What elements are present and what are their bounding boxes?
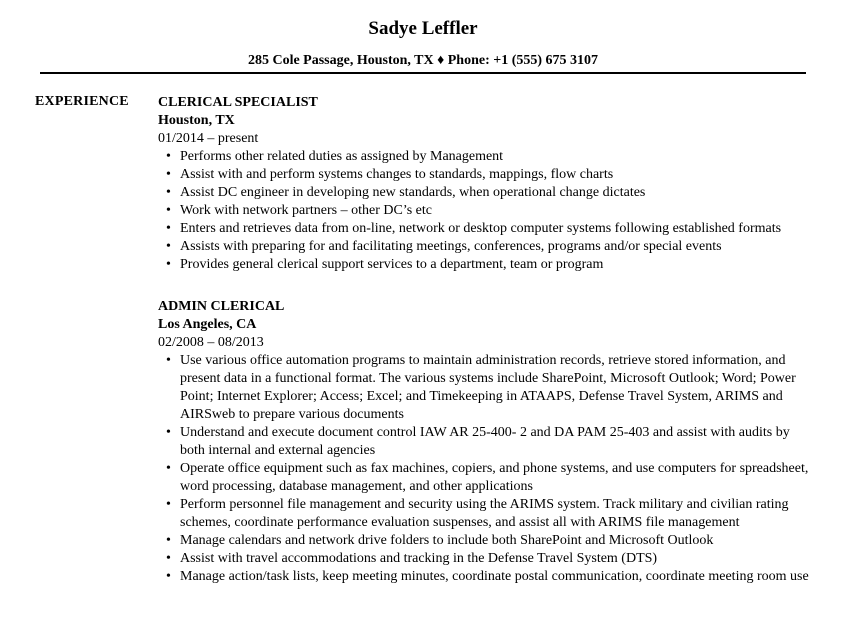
- bullet-icon: •: [166, 551, 171, 566]
- contact-line: 285 Cole Passage, Houston, TX ♦ Phone: +1 (555) 675 3107: [247, 53, 599, 68]
- section-title-experience: EXPERIENCE: [35, 94, 129, 109]
- list-item: [158, 424, 818, 460]
- bullet-icon: •: [166, 497, 171, 512]
- bullet-text: Manage action/task lists, keep meeting minutes, coordinate postal communication, coordinate meeting room use: [180, 569, 809, 584]
- experience-content: [158, 94, 818, 586]
- list-item: [158, 166, 818, 184]
- bullet-text: Understand and execute document control IAW AR 25-400- 2 and DA PAM 25-403 and assist with audits by both internal and external agencies: [180, 425, 790, 458]
- job-location: Los Angeles, CA: [158, 317, 257, 332]
- bullet-text: Assist with travel accommodations and tracking in the Defense Travel System (DTS): [180, 551, 658, 566]
- bullet-icon: •: [166, 203, 171, 218]
- job-entry: [158, 298, 818, 586]
- list-item: [158, 550, 818, 568]
- list-item: [158, 220, 818, 238]
- bullet-icon: •: [166, 185, 171, 200]
- bullet-icon: •: [166, 239, 171, 254]
- list-item: [158, 496, 818, 532]
- job-location: Houston, TX: [158, 113, 235, 128]
- list-item: [158, 568, 818, 586]
- job-bullet-list: [158, 148, 818, 274]
- job-bullet-list: [158, 352, 818, 586]
- job-dates: 02/2008 – 08/2013: [158, 335, 264, 350]
- bullet-text: Perform personnel file management and security using the ARIMS system. Track military and civilian rating schemes, coordinate performance evaluation suspenses, and assist all with ARIMS file management: [180, 497, 789, 530]
- bullet-text: Assist with and perform systems changes to standards, mappings, flow charts: [180, 167, 614, 182]
- list-item: [158, 148, 818, 166]
- bullet-text: Assist DC engineer in developing new standards, when operational change dictates: [180, 185, 646, 200]
- bullet-text: Work with network partners – other DC’s etc: [180, 203, 432, 218]
- bullet-text: Assists with preparing for and facilitating meetings, conferences, programs and/or special events: [180, 239, 722, 254]
- job-entry: [158, 94, 818, 274]
- bullet-text: Use various office automation programs to maintain administration records, retrieve stored information, and present data in a functional format. The various systems include SharePoint, Microsoft Outlook; Word; Power Point; Internet Explorer; Access; Excel; and Timekeeping in ATAAPS, Defense Travel System, ARIMS and AIRSweb to prepare various documents: [180, 353, 796, 422]
- job-title: CLERICAL SPECIALIST: [158, 95, 318, 110]
- bullet-icon: •: [166, 221, 171, 236]
- bullet-icon: •: [166, 257, 171, 272]
- list-item: [158, 202, 818, 220]
- bullet-icon: •: [166, 533, 171, 548]
- header-divider: [40, 72, 806, 74]
- bullet-text: Provides general clerical support services to a department, team or program: [180, 257, 604, 272]
- job-dates: 01/2014 – present: [158, 131, 259, 146]
- bullet-icon: •: [166, 167, 171, 182]
- resume-name: Sadye Leffler: [368, 18, 478, 39]
- list-item: [158, 238, 818, 256]
- list-item: [158, 532, 818, 550]
- list-item: [158, 184, 818, 202]
- bullet-icon: •: [166, 149, 171, 164]
- list-item: [158, 352, 818, 424]
- bullet-icon: •: [166, 353, 171, 368]
- list-item: [158, 256, 818, 274]
- bullet-text: Operate office equipment such as fax machines, copiers, and phone systems, and use computers for spreadsheet, word processing, database management, and other applications: [180, 461, 809, 494]
- job-title: ADMIN CLERICAL: [158, 299, 285, 314]
- bullet-icon: •: [166, 425, 171, 440]
- bullet-text: Manage calendars and network drive folders to include both SharePoint and Microsoft Outlook: [180, 533, 714, 548]
- bullet-text: Enters and retrieves data from on-line, network or desktop computer systems following established formats: [180, 221, 782, 236]
- bullet-text: Performs other related duties as assigned by Management: [180, 149, 504, 164]
- list-item: [158, 460, 818, 496]
- bullet-icon: •: [166, 461, 171, 476]
- bullet-icon: •: [166, 569, 171, 584]
